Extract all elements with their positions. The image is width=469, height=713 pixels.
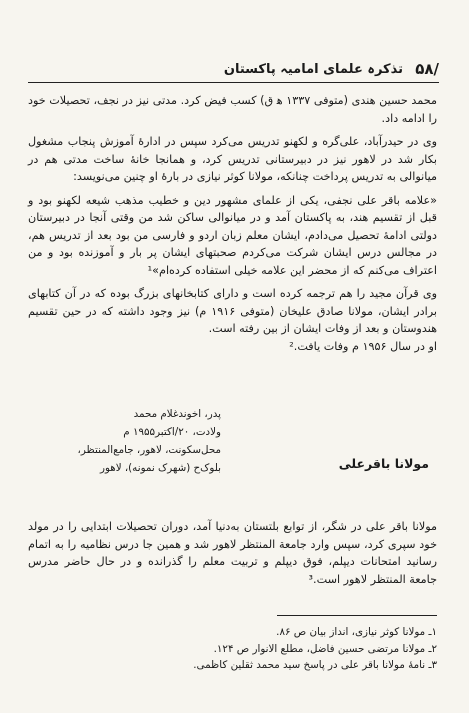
scholar-entry-header (28, 400, 437, 510)
detail-line: محل‌سکونت، لاهور، جامع‌المنتظر، (77, 444, 221, 456)
paragraph: مولانا باقر علی در شگر، از توابع بلتستان به‌دنیا آمد، دوران تحصیلات ابتدایی را در مولد خود سپری کرد، سپس وارد جامعة المنتظر لاهور شد و همین جا درس نظامیه را به اتمام رسانید امتحانات دیپلم، فوق دیپلم و تربیت معلم را گذرانده و در حال حاضر مدرس جامعة المنتظر لاهور است.³ (28, 520, 437, 586)
paragraph: وی قرآن مجید را هم ترجمه کرده است و دارای کتابخانهای بزرگ بوده که در آن کتابهای برادر ایشان، مولانا صادق علیخان (متوفی ۱۹۱۶ م) نیز وجود داشته که در حین تقسیم هندوستان و بعد از وفات ایشان از بین رفته است. (28, 287, 437, 335)
paragraph: وی در حیدرآباد، علی‌گره و لکهنو تدریس می‌کرد سپس در ادارهٔ آموزش پنجاب مشغول بکار شد در لاهور نیز در دبیرستانی تدریس کرد، و همانجا خانهٔ ساخت مدتی هم در میانوالی به تدریس پرداخت چنانکه، مولانا کوثر نیازی در بارهٔ او چنین می‌نویسد: (28, 135, 437, 183)
footnote: ۱ـ مولانا کوثر نیازی، انداز بیان ص ۸۶. (276, 626, 437, 638)
footnote: ۲ـ مولانا مرتضی حسین فاضل، مطلع الانوار ص ۱۲۴. (213, 642, 437, 655)
entry-text (28, 518, 437, 588)
page-header (28, 60, 439, 83)
detail-line: بلوک‌ح (شهرک نمونه)، لاهور (99, 462, 221, 474)
scholar-name: مولانا باقرعلی (338, 456, 429, 471)
scholar-details (78, 405, 221, 477)
detail-line: ولادت، ۲۰/اکتبر۱۹۵۵ م (123, 426, 221, 438)
running-title: تذکرہ علمای امامیہ پاکستان (223, 62, 403, 77)
footnote-divider (277, 615, 437, 616)
page-number: /۵۸ (415, 60, 439, 78)
footnote: ۳ـ نامهٔ مولانا باقر علی در پاسخ سید محمد ثقلین کاظمی. (193, 659, 437, 671)
detail-line: پدر، اخوندغلام محمد (133, 408, 221, 420)
footnotes (28, 624, 437, 674)
paragraph: او در سال ۱۹۵۶ م وفات یافت.² (289, 339, 437, 353)
paragraph: محمد حسین هندی (متوفی ۱۳۳۷ ﻫ ق) کسب فیض کرد. مدتی نیز در نجف، تحصیلات خود را ادامه داد. (28, 94, 437, 125)
main-text (28, 92, 437, 355)
quotation: «علامه باقر علی نجفی، یکی از علمای مشهور دین و خطیب مذهب شیعه لکهنو بود و قبل از تقسیم هند، به پاکستان آمد و در میانوالی ساکن شد من وقتی آنجا در دبیرستان دولتی ادامهٔ تحصیل می‌دادم، ایشان معلم زبان اردو و فارسی من بود بعد از تدریس هم، در مجالس درس ایشان شرکت می‌کردم صحبتهای ایشان پر بار و آموزنده بود و من اعتراف می‌کنم که از محضر این علامه خیلی استفاده کرده‌ام»¹ (28, 193, 437, 277)
